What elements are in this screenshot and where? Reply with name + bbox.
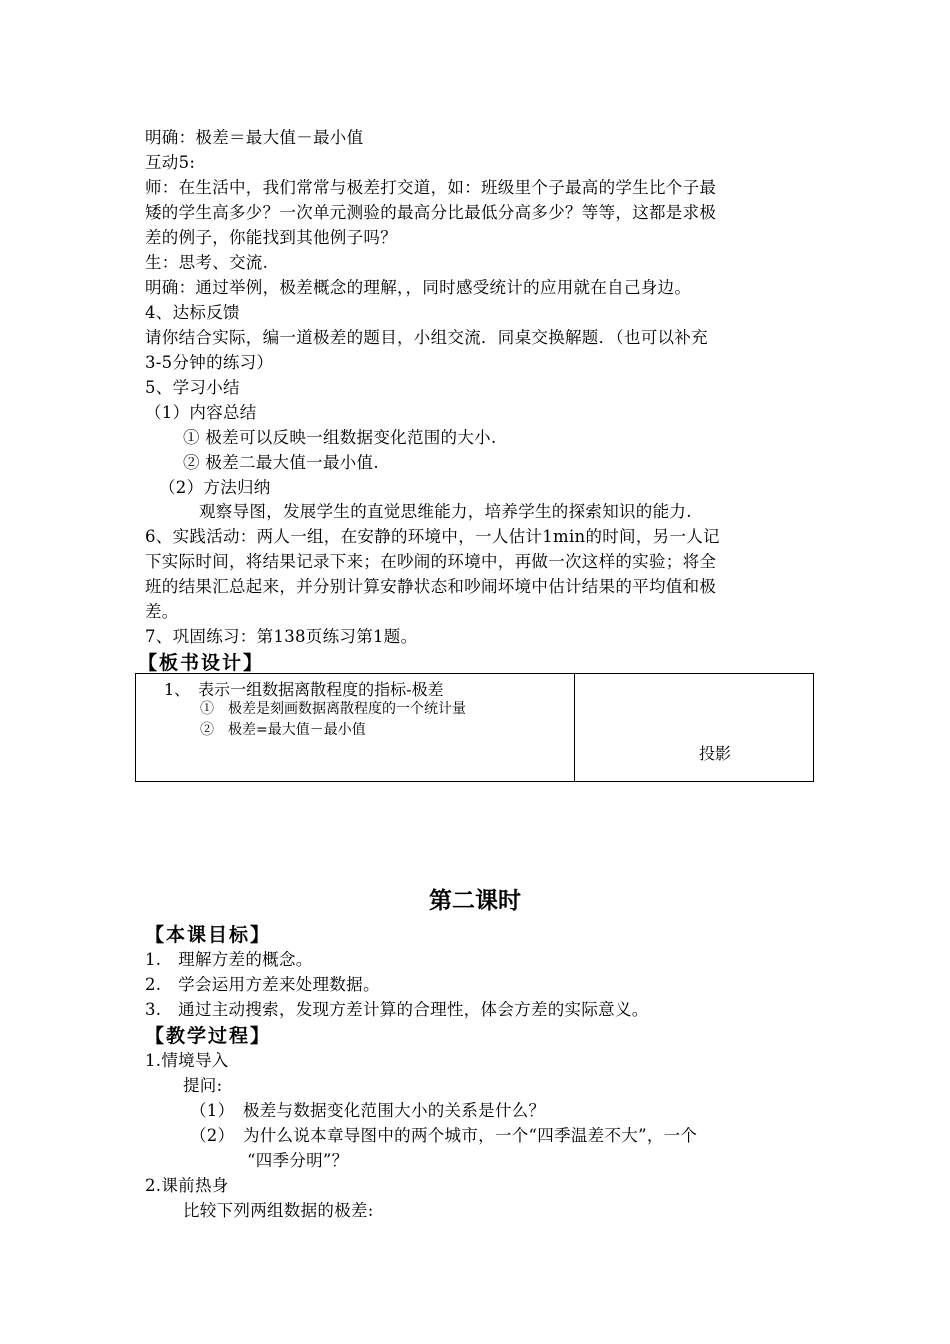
board-design-table bbox=[135, 673, 814, 782]
text-line: 互动5: bbox=[145, 153, 196, 172]
text-line: 3-5分钟的练习） bbox=[145, 353, 274, 372]
text-line: 提问: bbox=[183, 1076, 223, 1095]
text-line: 明确：通过举例，极差概念的理解，，同时感受统计的应用就在自己身边。 bbox=[145, 278, 692, 297]
board-heading: 【板书设计】 bbox=[138, 652, 265, 674]
text-line: 1.情境导入 bbox=[145, 1051, 229, 1070]
board-right-cell: 投影 bbox=[699, 744, 732, 763]
text-line: 生：思考、交流. bbox=[145, 253, 269, 272]
process-heading: 【教学过程】 bbox=[145, 1025, 272, 1047]
text-line: （1）内容总结 bbox=[145, 403, 257, 422]
text-line: 比较下列两组数据的极差: bbox=[183, 1201, 374, 1220]
text-line: 观察导图，发展学生的直觉思维能力，培养学生的探索知识的能力. bbox=[199, 502, 692, 521]
text-line: 请你结合实际，编一道极差的题目，小组交流．同桌交换解题．（也可以补充 bbox=[145, 328, 708, 347]
text-line: 7、巩固练习：第138页练习第1题。 bbox=[145, 627, 418, 646]
board-subitem: ② 极差=最大值－最小值 bbox=[200, 722, 366, 738]
text-line: 差的例子，你能找到其他例子吗？ bbox=[145, 228, 397, 247]
text-line: 5、学习小结 bbox=[145, 378, 240, 397]
text-line: 下实际时间，将结果记录下来；在吵闹的环境中，再做一次这样的实验；将全 bbox=[145, 552, 717, 571]
text-line: 明确：极差＝最大值－最小值 bbox=[145, 128, 364, 147]
text-line: （2）方法归纳 bbox=[159, 478, 271, 497]
text-line: 6、实践活动：两人一组，在安静的环境中，一人估计1min的时间，另一人记 bbox=[145, 527, 720, 546]
goal-item: 1. 理解方差的概念。 bbox=[145, 950, 313, 969]
text-line: 矮的学生高多少？一次单元测验的最高分比最低分高多少？等等，这都是求极 bbox=[145, 203, 717, 222]
text-line: （2） 为什么说本章导图中的两个城市，一个“四季温差不大”，一个 bbox=[190, 1126, 698, 1145]
text-line: “四季分明”？ bbox=[247, 1151, 349, 1170]
text-line: 2.课前热身 bbox=[145, 1176, 229, 1195]
text-line: ① 极差可以反映一组数据变化范围的大小. bbox=[183, 428, 497, 447]
text-line: 师：在生活中，我们常常与极差打交道，如：班级里个子最高的学生比个子最 bbox=[145, 178, 717, 197]
lesson-title: 第二课时 bbox=[429, 888, 521, 914]
board-subitem: ① 极差是刻画数据离散程度的一个统计量 bbox=[200, 701, 466, 717]
text-line: （1） 极差与数据变化范围大小的关系是什么？ bbox=[190, 1101, 546, 1120]
text-line: ② 极差二最大值一最小值. bbox=[183, 453, 379, 472]
goals-heading: 【本课目标】 bbox=[145, 924, 272, 946]
board-item: 1、 表示一组数据离散程度的指标-极差 bbox=[164, 680, 444, 699]
goal-item: 2. 学会运用方差来处理数据。 bbox=[145, 975, 380, 994]
text-line: 4、达标反馈 bbox=[145, 303, 240, 322]
goal-item: 3. 通过主动搜索，发现方差计算的合理性，体会方差的实际意义。 bbox=[145, 1000, 649, 1019]
table-divider bbox=[574, 674, 575, 781]
text-line: 差。 bbox=[145, 602, 179, 621]
text-line: 班的结果汇总起来，并分别计算安静状态和吵闹坏境中估计结果的平均值和极 bbox=[145, 577, 717, 596]
